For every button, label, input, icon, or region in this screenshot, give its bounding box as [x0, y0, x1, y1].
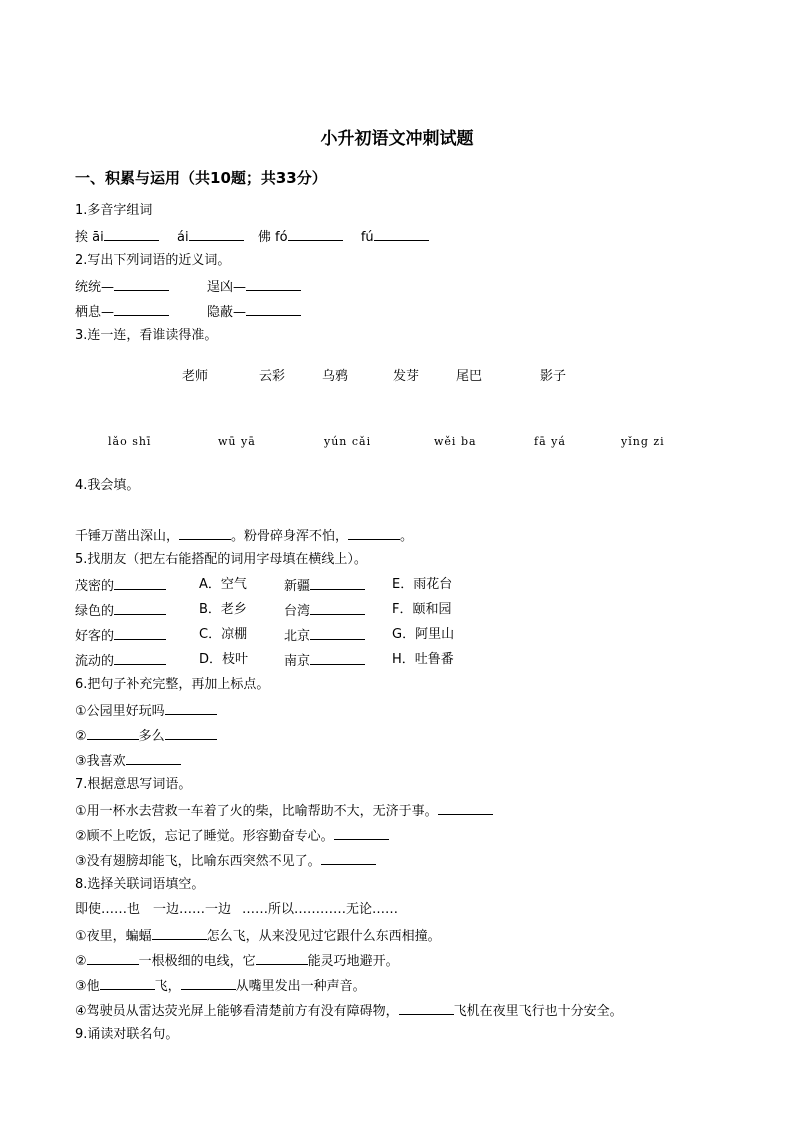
match-option: F．颐和园 — [392, 602, 452, 617]
match-word: 云彩 — [259, 369, 286, 384]
match-option: B．老乡 — [199, 602, 247, 617]
answer-blank[interactable] — [189, 227, 244, 241]
question-1-row — [75, 227, 429, 247]
conjunction-item: ④驾驶员从雷达荧光屏上能够看清楚前方有没有障碍物， 飞机在夜里飞行也十分安全。 — [75, 1001, 623, 1021]
match-right-item: 北京 — [284, 626, 365, 646]
definition-item: ①用一杯水去营救一车着了火的柴，比喻帮助不大，无济于事。 — [75, 801, 493, 821]
match-option: H．吐鲁番 — [392, 652, 454, 667]
match-option: A．空气 — [199, 577, 247, 592]
answer-blank[interactable] — [87, 951, 139, 965]
answer-blank[interactable] — [114, 651, 166, 665]
answer-blank[interactable] — [165, 726, 217, 740]
answer-blank[interactable] — [152, 926, 207, 940]
answer-blank[interactable] — [104, 227, 159, 241]
answer-blank[interactable] — [114, 302, 169, 316]
synonym-item: 统统— — [75, 277, 169, 297]
conjunction-option: ……所以…… — [242, 902, 321, 917]
synonym-item: 逞凶— — [207, 277, 301, 297]
question-1-label: 1.多音字组词 — [75, 203, 153, 218]
match-pinyin: yǐng zi — [621, 435, 665, 448]
poem-fill-row: 千锤万凿出深山， 。粉骨碎身浑不怕， 。 — [75, 526, 413, 546]
match-pinyin: wěi ba — [434, 435, 477, 448]
answer-blank[interactable] — [374, 227, 429, 241]
answer-blank[interactable] — [256, 951, 308, 965]
match-word: 影子 — [540, 369, 567, 384]
question-9-label: 9.诵读对联名句。 — [75, 1027, 179, 1042]
section-heading: 一、积累与运用（共10题；共33分） — [75, 169, 327, 187]
answer-blank[interactable] — [310, 651, 365, 665]
conjunction-option: 一边……一边 — [153, 902, 232, 917]
synonym-item: 隐蔽— — [207, 302, 301, 322]
answer-blank[interactable] — [100, 976, 155, 990]
answer-blank[interactable] — [246, 302, 301, 316]
match-option: E．雨花台 — [392, 577, 453, 592]
conjunction-item: ①夜里，蝙蝠 怎么飞，从来没见过它跟什么东西相撞。 — [75, 926, 441, 946]
match-right-item: 南京 — [284, 651, 365, 671]
conjunction-option: ……无论…… — [320, 902, 399, 917]
answer-blank[interactable] — [114, 277, 169, 291]
answer-blank[interactable] — [310, 576, 365, 590]
answer-blank[interactable] — [114, 601, 166, 615]
match-right-item: 台湾 — [284, 601, 365, 621]
match-pinyin: wū yā — [218, 435, 256, 448]
match-word: 老师 — [182, 369, 209, 384]
match-left-item: 茂密的 — [75, 576, 166, 596]
question-6-label: 6.把句子补充完整，再加上标点。 — [75, 677, 270, 692]
answer-blank[interactable] — [165, 701, 217, 715]
match-word: 发芽 — [393, 369, 420, 384]
definition-item: ③没有翅膀却能飞，比喻东西突然不见了。 — [75, 851, 376, 871]
answer-blank[interactable] — [348, 526, 400, 540]
match-word: 乌鸦 — [322, 369, 349, 384]
match-left-item: 流动的 — [75, 651, 166, 671]
match-word: 尾巴 — [456, 369, 483, 384]
answer-blank[interactable] — [181, 976, 236, 990]
sentence-item: ①公园里好玩吗 — [75, 701, 217, 721]
question-7-label: 7.根据意思写词语。 — [75, 777, 192, 792]
answer-blank[interactable] — [126, 751, 181, 765]
polyphone-ai1: 挨 āi — [75, 230, 104, 245]
match-pinyin: lǎo shī — [108, 435, 152, 448]
match-right-item: 新疆 — [284, 576, 365, 596]
question-2-label: 2.写出下列词语的近义词。 — [75, 253, 231, 268]
match-left-item: 绿色的 — [75, 601, 166, 621]
polyphone-fo: 佛 fó — [257, 230, 288, 245]
answer-blank[interactable] — [310, 601, 365, 615]
answer-blank[interactable] — [438, 801, 493, 815]
answer-blank[interactable] — [334, 826, 389, 840]
question-4-label: 4.我会填。 — [75, 478, 140, 493]
answer-blank[interactable] — [179, 526, 231, 540]
answer-blank[interactable] — [321, 851, 376, 865]
definition-item: ②顾不上吃饭，忘记了睡觉。形容勤奋专心。 — [75, 826, 389, 846]
answer-blank[interactable] — [310, 626, 365, 640]
conjunction-item: ③他 飞， 从嘴里发出一种声音。 — [75, 976, 366, 996]
question-8-label: 8.选择关联词语填空。 — [75, 877, 205, 892]
polyphone-ai2: ái — [177, 230, 189, 245]
match-left-item: 好客的 — [75, 626, 166, 646]
question-5-label: 5.找朋友（把左右能搭配的词用字母填在横线上）。 — [75, 552, 367, 567]
match-option: D．枝叶 — [199, 652, 249, 667]
conjunction-option: 即使……也 — [75, 902, 141, 917]
sentence-item: ② 多么 — [75, 726, 217, 746]
answer-blank[interactable] — [114, 626, 166, 640]
answer-blank[interactable] — [288, 227, 343, 241]
answer-blank[interactable] — [114, 576, 166, 590]
answer-blank[interactable] — [246, 277, 301, 291]
answer-blank[interactable] — [399, 1001, 454, 1015]
question-3-label: 3.连一连，看谁读得准。 — [75, 328, 218, 343]
match-option: G．阿里山 — [392, 627, 455, 642]
match-pinyin: yún cǎi — [324, 435, 372, 448]
conjunction-item: ② 一根极细的电线，它 能灵巧地避开。 — [75, 951, 399, 971]
sentence-item: ③我喜欢 — [75, 751, 181, 771]
polyphone-fu: fú — [360, 230, 374, 245]
answer-blank[interactable] — [87, 726, 139, 740]
match-pinyin: fā yá — [534, 435, 566, 448]
page-title: 小升初语文冲刺试题 — [320, 129, 474, 149]
match-option: C．凉棚 — [199, 627, 248, 642]
synonym-item: 栖息— — [75, 302, 169, 322]
